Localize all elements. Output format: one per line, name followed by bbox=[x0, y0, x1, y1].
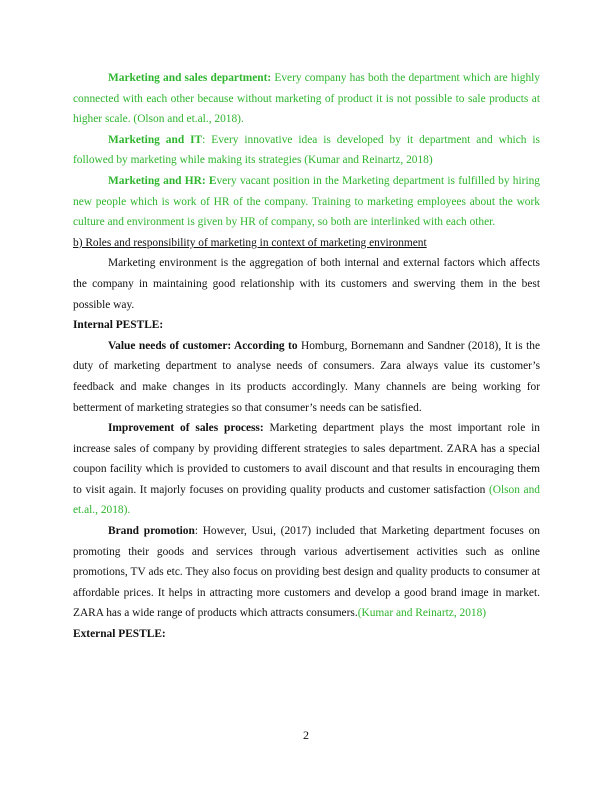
document-page bbox=[73, 68, 540, 645]
lead-sales-process: Improvement of sales process: bbox=[108, 422, 264, 435]
paragraph-marketing-it bbox=[73, 130, 540, 171]
lead-brand-promotion: Brand promotion bbox=[108, 525, 195, 538]
paragraph-marketing-sales bbox=[73, 68, 540, 130]
paragraph-sales-process bbox=[73, 418, 540, 521]
body-sales-process: Marketing department plays the most important role in increase sales of company by providing different strategies to sales department. ZARA has a special coupon facility which is provided to customers to avail discount and that results in encouraging them to visit again. It majorly focuses on providing quality products and customer satisfaction bbox=[73, 422, 541, 496]
citation-olson: (Olson and et.al., 2018). bbox=[73, 483, 540, 517]
body-value-needs: Homburg, Bornemann and Sandner (2018), It is the duty of marketing department to analyse needs of consumers. Zara always value its customer’s feedback and make changes in its products accordingly. Many channels are being working for betterment of marketing strategies so that consumer’s needs can be satisfied. bbox=[73, 339, 541, 414]
lead-marketing-hr: Marketing and HR: E bbox=[108, 174, 217, 187]
paragraph-marketing-environment: Marketing environment is the aggregation of both internal and external factors which affects the company in maintaining good relationship with its customers and swerving them in the best possible way. bbox=[73, 257, 540, 311]
body-marketing-hr: very vacant position in the Marketing department is fulfilled by hiring new people which is work of HR of the company. Training to marketing employees about the work culture and environment is given by HR of company, so both are interlinked with each other. bbox=[73, 174, 541, 229]
lead-value-needs: Value needs of customer: According to bbox=[108, 339, 298, 352]
external-pestle-heading: External PESTLE: bbox=[73, 628, 166, 641]
lead-marketing-sales: Marketing and sales department: bbox=[108, 72, 272, 84]
body-brand-promotion: : However, Usui, (2017) included that Marketing department focuses on promoting their goods and services through various advertisement activities such as online promotions, TV ads etc. They also focus on providing best design and quality products to consumer at affordable prices. It helps in attracting more customers and develop a good brand image in market. ZARA has a wide range of products which attracts consumers. bbox=[73, 525, 540, 620]
paragraph-brand-promotion bbox=[73, 521, 540, 624]
internal-pestle-heading: Internal PESTLE: bbox=[73, 319, 164, 332]
body-marketing-it: : Every innovative idea is developed by it department and which is followed by marketing while making its strategies (Kumar and Reinartz, 2018) bbox=[73, 133, 540, 167]
lead-marketing-it: Marketing and IT bbox=[108, 133, 203, 146]
body-marketing-sales: Every company has both the department which are highly connected with each other because without marketing of product it is not possible to sale products at higher scale. (Olson and et.al., 2018). bbox=[73, 72, 540, 126]
citation-kumar: (Kumar and Reinartz, 2018) bbox=[357, 607, 487, 620]
paragraph-value-needs bbox=[73, 336, 540, 418]
paragraph-marketing-hr bbox=[73, 171, 540, 233]
section-b-heading: b) Roles and responsibility of marketing in context of marketing environment bbox=[73, 236, 427, 249]
page-number: 2 bbox=[303, 728, 309, 742]
